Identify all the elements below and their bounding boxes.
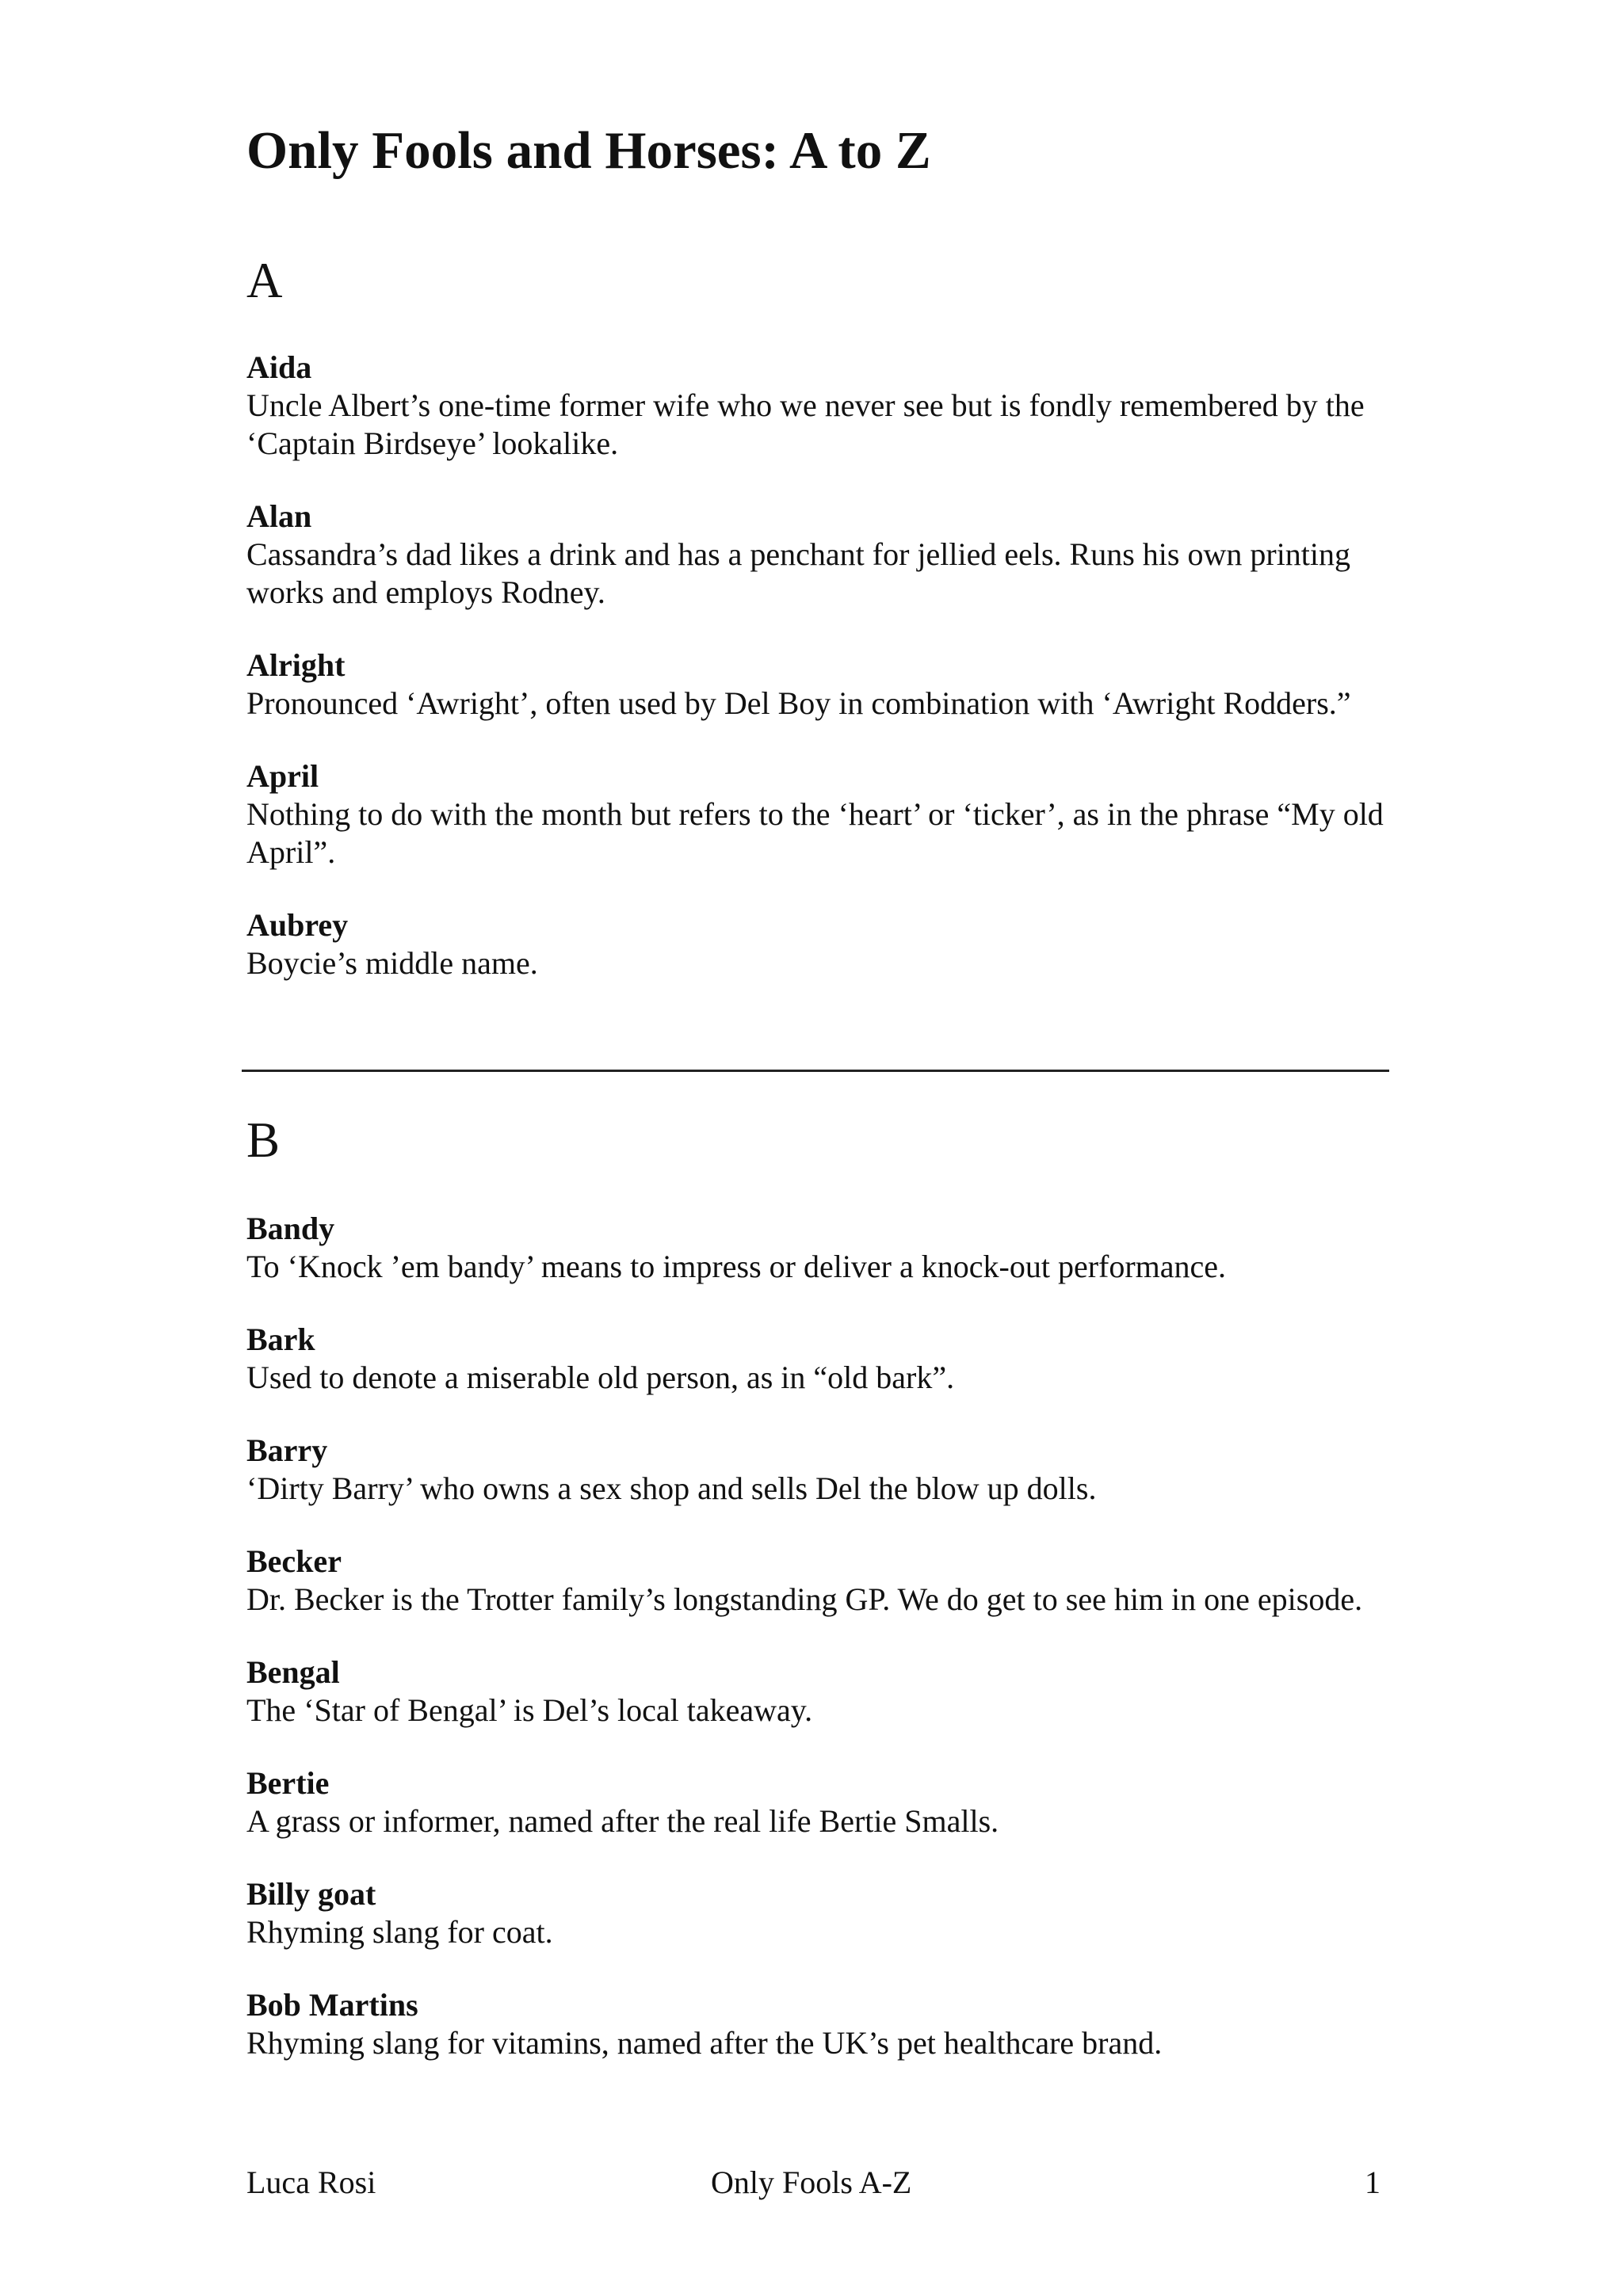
entry-term: Aida [246, 349, 312, 385]
entry-definition: The ‘Star of Bengal’ is Del’s local takeaway. [246, 1692, 813, 1728]
glossary-entry [246, 1875, 1388, 1951]
glossary-entry [246, 1210, 1388, 1286]
page-title: Only Fools and Horses: A to Z [246, 121, 931, 180]
glossary-entry [246, 349, 1388, 463]
entry-term: Barry [246, 1432, 328, 1468]
entry-term: Billy goat [246, 1876, 376, 1912]
section-letter-a: A [246, 253, 283, 308]
entry-definition: Rhyming slang for coat. [246, 1914, 553, 1950]
entry-definition: Rhyming slang for vitamins, named after the UK’s pet healthcare brand. [246, 2025, 1163, 2061]
entry-definition: Used to denote a miserable old person, as in “old bark”. [246, 1360, 955, 1395]
entry-list-a [246, 349, 1388, 1017]
entry-definition: Nothing to do with the month but refers to the ‘heart’ or ‘ticker’, as in the phrase “My old April”. [246, 796, 1384, 870]
glossary-entry [246, 1764, 1388, 1840]
glossary-entry [246, 1986, 1388, 2062]
glossary-entry [246, 757, 1388, 871]
entry-term: Becker [246, 1543, 342, 1579]
glossary-entry [246, 1543, 1388, 1619]
entry-definition: Uncle Albert’s one-time former wife who we never see but is fondly remembered by the ‘Captain Birdseye’ lookalike. [246, 387, 1365, 461]
entry-term: Alright [246, 647, 346, 683]
entry-definition: Dr. Becker is the Trotter family’s longstanding GP. We do get to see him in one episode. [246, 1581, 1363, 1617]
footer-page-number: 1 [1365, 2164, 1381, 2200]
glossary-entry [246, 906, 1388, 982]
glossary-entry [246, 646, 1388, 723]
footer-document-title: Only Fools A-Z [711, 2164, 912, 2200]
entry-term: Aubrey [246, 907, 349, 943]
footer-author: Luca Rosi [246, 2164, 376, 2200]
entry-list-b [246, 1210, 1388, 2097]
entry-term: Bandy [246, 1211, 335, 1246]
section-letter-b: B [246, 1112, 281, 1168]
entry-definition: Pronounced ‘Awright’, often used by Del Boy in combination with ‘Awright Rodders.” [246, 685, 1351, 721]
entry-definition: Cassandra’s dad likes a drink and has a penchant for jellied eels. Runs his own printing works and employs Rodney. [246, 536, 1351, 610]
entry-term: April [246, 758, 319, 794]
glossary-entry [246, 498, 1388, 612]
entry-definition: To ‘Knock ’em bandy’ means to impress or deliver a knock-out performance. [246, 1249, 1227, 1284]
entry-term: Bob Martins [246, 1987, 418, 2023]
glossary-entry [246, 1432, 1388, 1508]
entry-term: Alan [246, 498, 312, 534]
entry-term: Bengal [246, 1654, 340, 1690]
entry-definition: ‘Dirty Barry’ who owns a sex shop and sells Del the blow up dolls. [246, 1470, 1097, 1506]
entry-term: Bark [246, 1322, 315, 1357]
entry-term: Bertie [246, 1765, 330, 1801]
section-divider [242, 1070, 1389, 1072]
entry-definition: A grass or informer, named after the real life Bertie Smalls. [246, 1803, 999, 1839]
glossary-entry [246, 1321, 1388, 1397]
glossary-entry [246, 1653, 1388, 1730]
entry-definition: Boycie’s middle name. [246, 945, 538, 981]
